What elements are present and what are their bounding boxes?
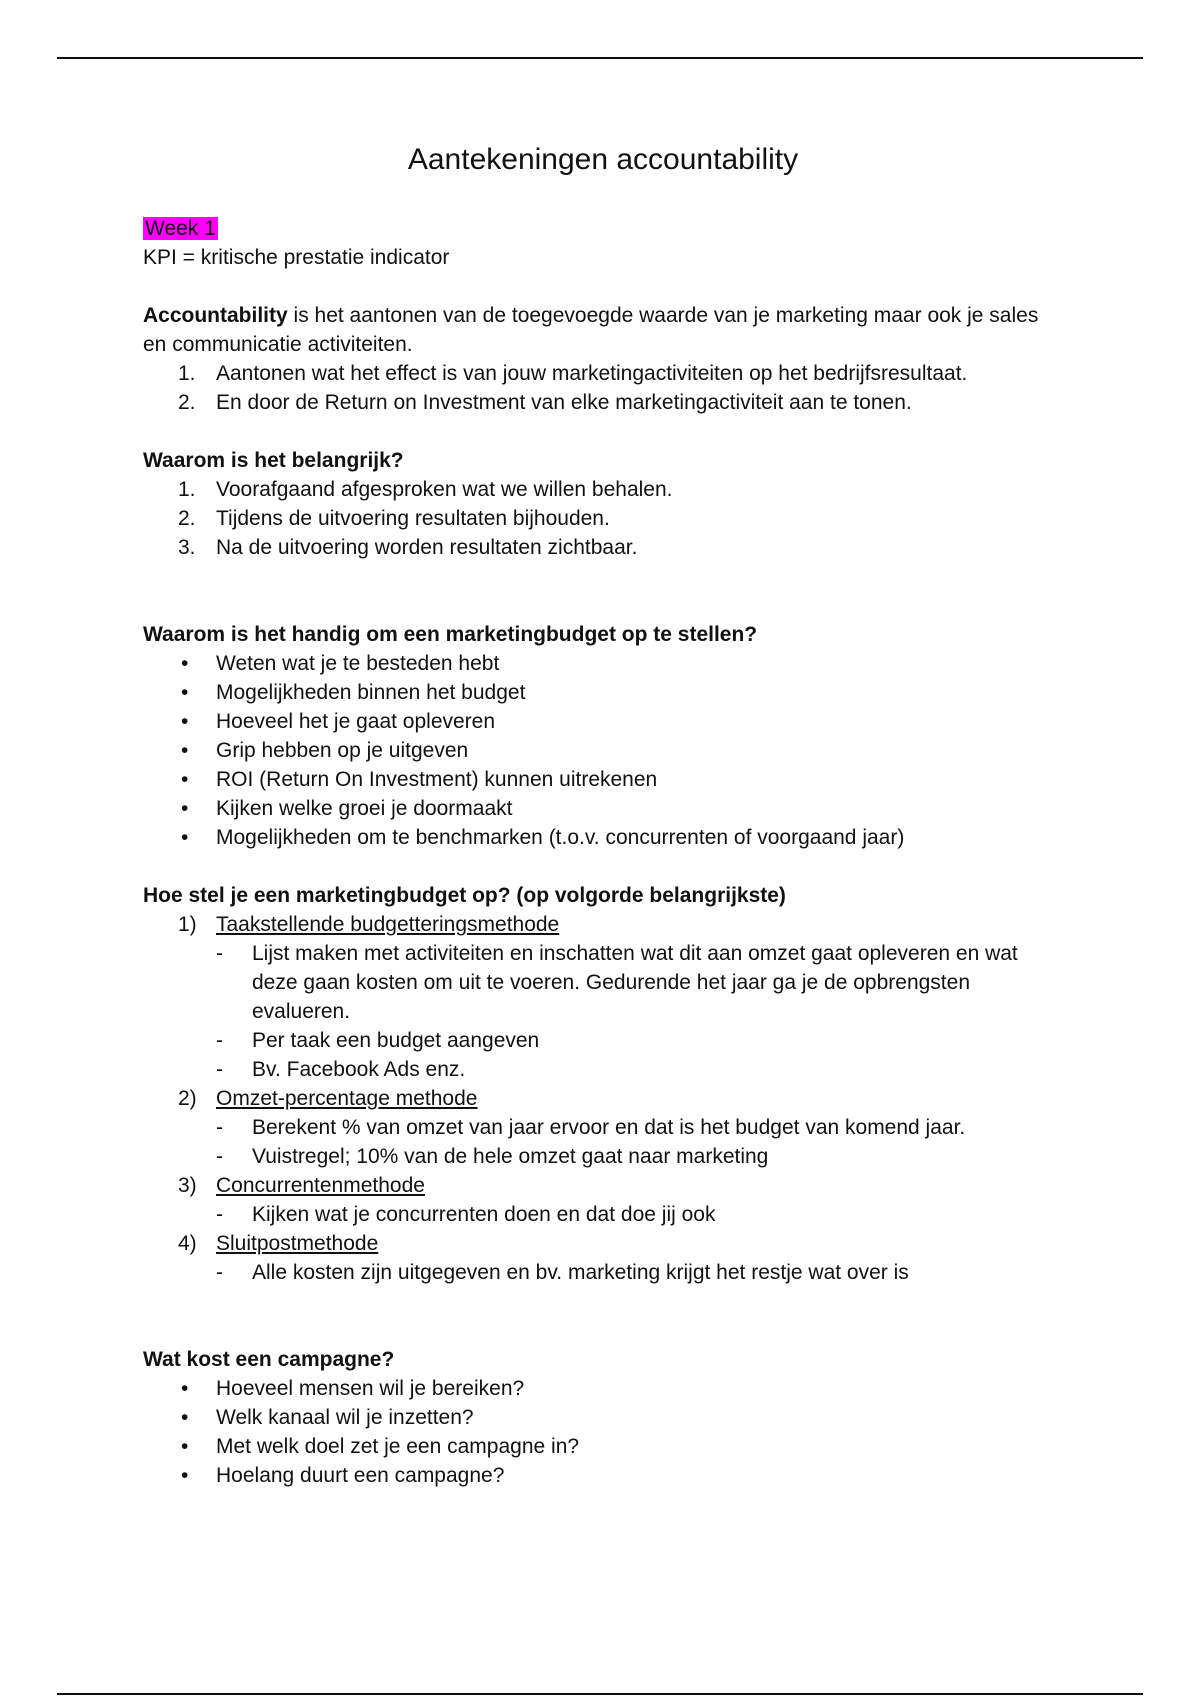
bullet-icon: • — [181, 797, 189, 820]
bullet-icon: • — [181, 652, 189, 675]
list-item: 2. Tijdens de uitvoering resultaten bijhouden. — [178, 507, 610, 530]
list-item: 2. En door de Return on Investment van elke marketingactiviteit aan te tonen. — [178, 391, 912, 414]
method-point: - Alle kosten zijn uitgegeven en bv. marketing krijgt het restje wat over is — [216, 1261, 909, 1284]
list-item: • Met welk doel zet je een campagne in? — [143, 1432, 1063, 1461]
list-item: • Kijken welke groei je doormaakt — [143, 794, 1063, 823]
list-item: • Mogelijkheden binnen het budget — [143, 678, 1063, 707]
header-rule — [57, 57, 1143, 59]
document-page — [143, 140, 1063, 1490]
accountability-term: Accountability — [143, 304, 288, 327]
method-item: 1) Taakstellende budgetteringsmethode — [178, 913, 560, 936]
budget-why-list — [143, 649, 1063, 852]
accountability-list — [143, 359, 1063, 417]
footer-rule — [57, 1693, 1143, 1695]
list-item: • Hoeveel mensen wil je bereiken? — [143, 1374, 1063, 1403]
importance-list — [143, 475, 1063, 562]
week-label-line — [143, 214, 1063, 243]
list-item: 1. Voorafgaand afgesproken wat we willen behalen. — [178, 478, 673, 501]
method-point: - Kijken wat je concurrenten doen en dat doe jij ook — [216, 1203, 716, 1226]
bullet-icon: • — [181, 1435, 189, 1458]
importance-heading: Waarom is het belangrijk? — [143, 449, 404, 472]
bullet-icon: • — [181, 1464, 189, 1487]
budget-how-heading: Hoe stel je een marketingbudget op? (op volgorde belangrijkste) — [143, 884, 786, 907]
campaign-list — [143, 1374, 1063, 1490]
bullet-icon: • — [181, 826, 189, 849]
method-list — [143, 910, 1063, 1287]
list-item: • Weten wat je te besteden hebt — [143, 649, 1063, 678]
list-item: • Grip hebben op je uitgeven — [143, 736, 1063, 765]
list-item: • Hoeveel het je gaat opleveren — [143, 707, 1063, 736]
campaign-heading: Wat kost een campagne? — [143, 1348, 395, 1371]
method-point: - Berekent % van omzet van jaar ervoor en dat is het budget van komend jaar. — [216, 1116, 966, 1139]
bullet-icon: • — [181, 710, 189, 733]
kpi-line: KPI = kritische prestatie indicator — [143, 246, 450, 269]
method-item: 2) Omzet-percentage methode — [178, 1087, 478, 1110]
method-item: 3) Concurrentenmethode — [178, 1174, 425, 1197]
accountability-definition — [143, 301, 1063, 359]
bullet-icon: • — [181, 768, 189, 791]
week-label: Week 1 — [145, 217, 216, 240]
list-item: • Hoelang duurt een campagne? — [143, 1461, 1063, 1490]
bullet-icon: • — [181, 1377, 189, 1400]
list-item: • Welk kanaal wil je inzetten? — [143, 1403, 1063, 1432]
method-point: - Lijst maken met activiteiten en inschatten wat dit aan omzet gaat opleveren en wat deze gaan kosten om uit te voeren. Gedurende het jaar ga je de opbrengsten evalueren. — [216, 942, 1018, 1023]
bullet-icon: • — [181, 1406, 189, 1429]
page-title: Aantekeningen accountability — [407, 143, 799, 176]
bullet-icon: • — [181, 739, 189, 762]
bullet-icon: • — [181, 681, 189, 704]
method-point: - Bv. Facebook Ads enz. — [216, 1058, 466, 1081]
list-item: 1. Aantonen wat het effect is van jouw marketingactiviteiten op het bedrijfsresultaat. — [178, 362, 968, 385]
method-point: - Vuistregel; 10% van de hele omzet gaat naar marketing — [216, 1145, 769, 1168]
budget-why-heading: Waarom is het handig om een marketingbudget op te stellen? — [143, 623, 758, 646]
method-point: - Per taak een budget aangeven — [216, 1029, 540, 1052]
list-item: • ROI (Return On Investment) kunnen uitrekenen — [143, 765, 1063, 794]
list-item: 3. Na de uitvoering worden resultaten zichtbaar. — [178, 536, 638, 559]
method-item: 4) Sluitpostmethode — [178, 1232, 379, 1255]
accountability-text: is het aantonen van de toegevoegde waarde van je marketing maar ook je sales en communicatie activiteiten. — [143, 304, 1039, 356]
list-item: • Mogelijkheden om te benchmarken (t.o.v. concurrenten of voorgaand jaar) — [143, 823, 1063, 852]
